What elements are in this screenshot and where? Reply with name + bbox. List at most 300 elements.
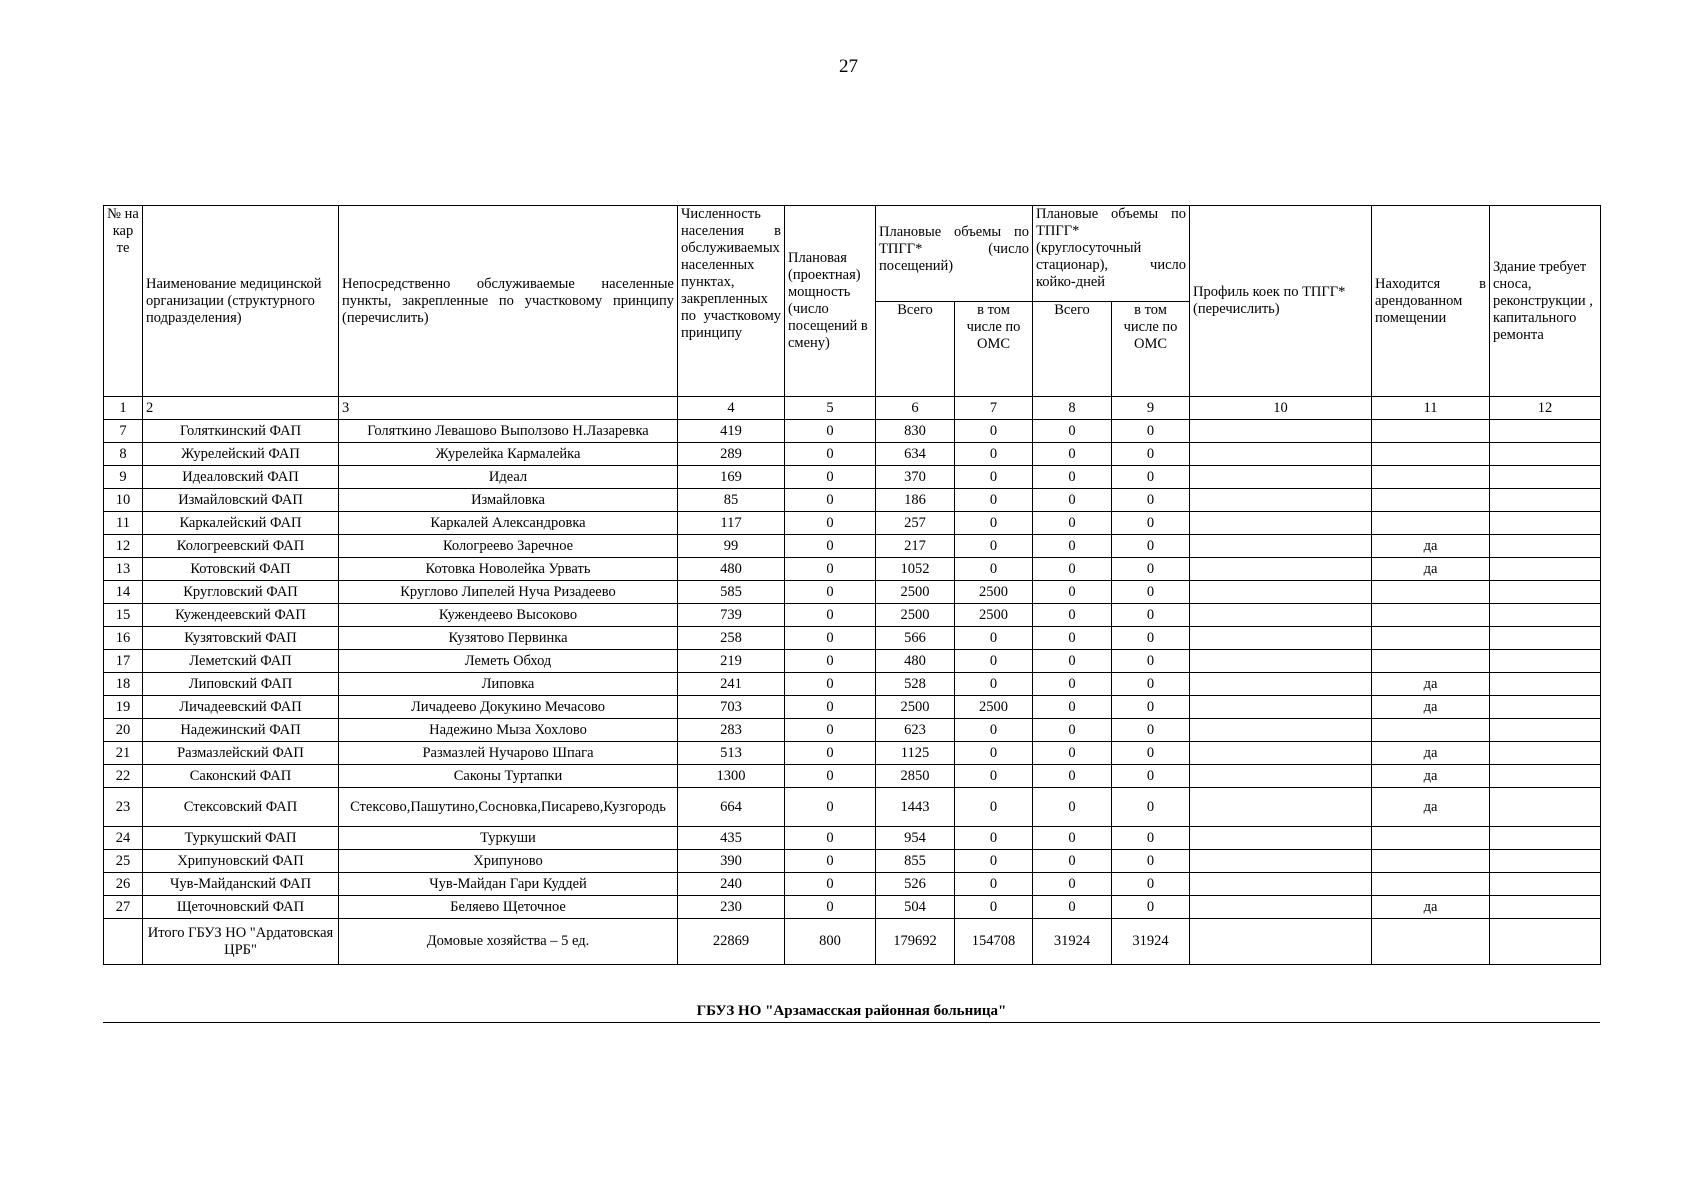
visits-total: 370	[876, 466, 955, 489]
visits-total: 528	[876, 673, 955, 696]
visits-total: 179692	[876, 919, 955, 965]
table-row	[104, 420, 1601, 443]
row-number: 25	[104, 850, 143, 873]
capacity: 0	[785, 581, 876, 604]
facility-name: Липовский ФАП	[143, 673, 339, 696]
rented-flag: да	[1372, 765, 1490, 788]
capacity: 0	[785, 443, 876, 466]
row-number: 20	[104, 719, 143, 742]
beddays-total: 0	[1033, 742, 1112, 765]
beddays-oms: 0	[1112, 604, 1190, 627]
bed-profile	[1190, 581, 1372, 604]
settlements: Голяткино Левашово Выползово Н.Лазаревка	[339, 420, 678, 443]
header-beddays-oms: в том числе по ОМС	[1112, 302, 1190, 397]
beddays-oms: 0	[1112, 466, 1190, 489]
row-number: 9	[104, 466, 143, 489]
header-inpatient: Плановые объемы по ТПГГ* (круглосуточный стационар), число койко-дней	[1033, 206, 1190, 302]
row-number: 22	[104, 765, 143, 788]
table-row	[104, 742, 1601, 765]
bed-profile	[1190, 827, 1372, 850]
colnum: 2	[143, 397, 339, 420]
demolition-flag	[1490, 512, 1601, 535]
capacity: 0	[785, 650, 876, 673]
beddays-oms: 0	[1112, 673, 1190, 696]
settlements: Саконы Туртапки	[339, 765, 678, 788]
beddays-oms: 0	[1112, 873, 1190, 896]
facility-name: Идеаловский ФАП	[143, 466, 339, 489]
visits-total: 217	[876, 535, 955, 558]
capacity: 0	[785, 604, 876, 627]
population: 219	[678, 650, 785, 673]
population: 480	[678, 558, 785, 581]
beddays-total: 0	[1033, 650, 1112, 673]
demolition-flag	[1490, 489, 1601, 512]
population: 169	[678, 466, 785, 489]
visits-oms: 0	[955, 420, 1033, 443]
row-number: 17	[104, 650, 143, 673]
capacity: 0	[785, 535, 876, 558]
header-bed-profile: Профиль коек по ТПГГ* (перечислить)	[1190, 206, 1372, 397]
visits-oms: 0	[955, 512, 1033, 535]
demolition-flag	[1490, 604, 1601, 627]
bed-profile	[1190, 850, 1372, 873]
visits-oms: 0	[955, 535, 1033, 558]
header-name: Наименование медицинской организации (структурного подразделения)	[143, 206, 339, 397]
visits-total: 1125	[876, 742, 955, 765]
visits-oms: 0	[955, 719, 1033, 742]
bed-profile	[1190, 919, 1372, 965]
capacity: 0	[785, 873, 876, 896]
facility-name: Итого ГБУЗ НО "Ардатовская ЦРБ"	[143, 919, 339, 965]
capacity: 0	[785, 765, 876, 788]
beddays-total: 0	[1033, 696, 1112, 719]
demolition-flag	[1490, 742, 1601, 765]
demolition-flag	[1490, 420, 1601, 443]
table-row	[104, 896, 1601, 919]
beddays-oms: 0	[1112, 827, 1190, 850]
row-number: 15	[104, 604, 143, 627]
capacity: 800	[785, 919, 876, 965]
visits-oms: 0	[955, 765, 1033, 788]
facility-name: Измайловский ФАП	[143, 489, 339, 512]
beddays-oms: 0	[1112, 765, 1190, 788]
demolition-flag	[1490, 765, 1601, 788]
total-row	[104, 919, 1601, 965]
header-capacity: Плановая (проектная) мощность (число посещений в смену)	[785, 206, 876, 397]
rented-flag: да	[1372, 696, 1490, 719]
facility-name: Туркушский ФАП	[143, 827, 339, 850]
population: 22869	[678, 919, 785, 965]
population: 258	[678, 627, 785, 650]
row-number: 26	[104, 873, 143, 896]
row-number	[104, 919, 143, 965]
rented-flag: да	[1372, 673, 1490, 696]
visits-total: 186	[876, 489, 955, 512]
bed-profile	[1190, 604, 1372, 627]
demolition-flag	[1490, 896, 1601, 919]
beddays-total: 0	[1033, 765, 1112, 788]
row-number: 19	[104, 696, 143, 719]
visits-total: 480	[876, 650, 955, 673]
rented-flag: да	[1372, 788, 1490, 827]
bed-profile	[1190, 512, 1372, 535]
rented-flag	[1372, 627, 1490, 650]
visits-oms: 0	[955, 827, 1033, 850]
bed-profile	[1190, 650, 1372, 673]
facility-name: Надежинский ФАП	[143, 719, 339, 742]
row-number: 24	[104, 827, 143, 850]
settlements: Размазлей Нучарово Шпага	[339, 742, 678, 765]
demolition-flag	[1490, 443, 1601, 466]
settlements: Круглово Липелей Нуча Ризадеево	[339, 581, 678, 604]
rented-flag: да	[1372, 742, 1490, 765]
population: 85	[678, 489, 785, 512]
beddays-total: 0	[1033, 443, 1112, 466]
rented-flag: да	[1372, 558, 1490, 581]
colnum: 1	[104, 397, 143, 420]
capacity: 0	[785, 719, 876, 742]
population: 241	[678, 673, 785, 696]
rented-flag	[1372, 443, 1490, 466]
beddays-oms: 31924	[1112, 919, 1190, 965]
header-outpatient: Плановые объемы по ТПГГ* (число посещений)	[876, 206, 1033, 302]
facility-name: Голяткинский ФАП	[143, 420, 339, 443]
header-settlements: Непосредственно обслуживаемые населенные пункты, закрепленные по участковому принципу (перечислить)	[339, 206, 678, 397]
beddays-oms: 0	[1112, 489, 1190, 512]
population: 513	[678, 742, 785, 765]
column-numbers-row	[104, 397, 1601, 420]
population: 739	[678, 604, 785, 627]
capacity: 0	[785, 558, 876, 581]
table-row	[104, 873, 1601, 896]
bed-profile	[1190, 896, 1372, 919]
colnum: 9	[1112, 397, 1190, 420]
row-number: 13	[104, 558, 143, 581]
visits-total: 634	[876, 443, 955, 466]
rented-flag	[1372, 919, 1490, 965]
facility-name: Кологреевский ФАП	[143, 535, 339, 558]
population: 289	[678, 443, 785, 466]
table-row	[104, 558, 1601, 581]
row-number: 18	[104, 673, 143, 696]
beddays-total: 0	[1033, 558, 1112, 581]
population: 419	[678, 420, 785, 443]
visits-oms: 0	[955, 742, 1033, 765]
visits-oms: 0	[955, 673, 1033, 696]
row-number: 23	[104, 788, 143, 827]
row-number: 12	[104, 535, 143, 558]
settlements: Кужендеево Высоково	[339, 604, 678, 627]
visits-total: 855	[876, 850, 955, 873]
visits-oms: 2500	[955, 604, 1033, 627]
facility-name: Кужендеевский ФАП	[143, 604, 339, 627]
facilities-table	[103, 205, 1601, 965]
rented-flag	[1372, 604, 1490, 627]
capacity: 0	[785, 896, 876, 919]
colnum: 7	[955, 397, 1033, 420]
visits-total: 566	[876, 627, 955, 650]
facility-name: Личадеевский ФАП	[143, 696, 339, 719]
population: 664	[678, 788, 785, 827]
settlements: Хрипуново	[339, 850, 678, 873]
capacity: 0	[785, 850, 876, 873]
demolition-flag	[1490, 696, 1601, 719]
beddays-total: 0	[1033, 535, 1112, 558]
settlements: Липовка	[339, 673, 678, 696]
table-row	[104, 827, 1601, 850]
visits-oms: 0	[955, 788, 1033, 827]
facility-name: Кузятовский ФАП	[143, 627, 339, 650]
visits-total: 2500	[876, 604, 955, 627]
visits-total: 2850	[876, 765, 955, 788]
demolition-flag	[1490, 919, 1601, 965]
table-row	[104, 696, 1601, 719]
rented-flag: да	[1372, 896, 1490, 919]
population: 390	[678, 850, 785, 873]
table-row	[104, 581, 1601, 604]
demolition-flag	[1490, 466, 1601, 489]
row-number: 8	[104, 443, 143, 466]
population: 283	[678, 719, 785, 742]
rented-flag	[1372, 850, 1490, 873]
beddays-total: 0	[1033, 896, 1112, 919]
facility-name: Стексовский ФАП	[143, 788, 339, 827]
bed-profile	[1190, 627, 1372, 650]
capacity: 0	[785, 512, 876, 535]
table-row	[104, 673, 1601, 696]
facility-name: Саконский ФАП	[143, 765, 339, 788]
settlements: Каркалей Александровка	[339, 512, 678, 535]
settlements: Кузятово Первинка	[339, 627, 678, 650]
facility-name: Леметский ФАП	[143, 650, 339, 673]
visits-oms: 0	[955, 627, 1033, 650]
visits-total: 526	[876, 873, 955, 896]
beddays-total: 0	[1033, 827, 1112, 850]
header-visits-total: Всего	[876, 302, 955, 397]
capacity: 0	[785, 827, 876, 850]
page-number: 27	[839, 56, 858, 77]
table-row	[104, 650, 1601, 673]
bed-profile	[1190, 466, 1372, 489]
visits-oms: 0	[955, 558, 1033, 581]
population: 1300	[678, 765, 785, 788]
visits-total: 1443	[876, 788, 955, 827]
beddays-total: 0	[1033, 466, 1112, 489]
beddays-total: 0	[1033, 581, 1112, 604]
facility-name: Котовский ФАП	[143, 558, 339, 581]
row-number: 21	[104, 742, 143, 765]
next-section-title: ГБУЗ НО "Арзамасская районная больница"	[696, 1003, 1007, 1019]
population: 703	[678, 696, 785, 719]
capacity: 0	[785, 627, 876, 650]
colnum: 4	[678, 397, 785, 420]
table-row	[104, 443, 1601, 466]
rented-flag: да	[1372, 535, 1490, 558]
facility-name: Журелейский ФАП	[143, 443, 339, 466]
settlements: Надежино Мыза Хохлово	[339, 719, 678, 742]
capacity: 0	[785, 673, 876, 696]
visits-oms: 2500	[955, 696, 1033, 719]
rented-flag	[1372, 827, 1490, 850]
beddays-total: 0	[1033, 512, 1112, 535]
demolition-flag	[1490, 535, 1601, 558]
capacity: 0	[785, 788, 876, 827]
bed-profile	[1190, 788, 1372, 827]
settlements: Домовые хозяйства – 5 ед.	[339, 919, 678, 965]
capacity: 0	[785, 696, 876, 719]
beddays-oms: 0	[1112, 650, 1190, 673]
visits-oms: 0	[955, 850, 1033, 873]
facility-name: Хрипуновский ФАП	[143, 850, 339, 873]
colnum: 6	[876, 397, 955, 420]
table-row	[104, 512, 1601, 535]
demolition-flag	[1490, 581, 1601, 604]
settlements: Котовка Новолейка Урвать	[339, 558, 678, 581]
table-row	[104, 788, 1601, 827]
section-divider	[103, 1022, 1600, 1023]
rented-flag	[1372, 581, 1490, 604]
facility-name: Кругловский ФАП	[143, 581, 339, 604]
facility-name: Чув-Майданский ФАП	[143, 873, 339, 896]
rented-flag	[1372, 420, 1490, 443]
population: 240	[678, 873, 785, 896]
bed-profile	[1190, 558, 1372, 581]
header-demolition: Здание требует сноса, реконструкции , капитального ремонта	[1490, 206, 1601, 397]
demolition-flag	[1490, 650, 1601, 673]
beddays-oms: 0	[1112, 896, 1190, 919]
settlements: Журелейка Кармалейка	[339, 443, 678, 466]
beddays-oms: 0	[1112, 535, 1190, 558]
facility-name: Каркалейский ФАП	[143, 512, 339, 535]
visits-total: 2500	[876, 696, 955, 719]
beddays-oms: 0	[1112, 627, 1190, 650]
visits-oms: 0	[955, 489, 1033, 512]
rented-flag	[1372, 489, 1490, 512]
colnum: 8	[1033, 397, 1112, 420]
demolition-flag	[1490, 873, 1601, 896]
settlements: Туркуши	[339, 827, 678, 850]
population: 99	[678, 535, 785, 558]
beddays-total: 0	[1033, 850, 1112, 873]
bed-profile	[1190, 673, 1372, 696]
visits-oms: 0	[955, 873, 1033, 896]
visits-oms: 0	[955, 443, 1033, 466]
beddays-total: 0	[1033, 420, 1112, 443]
rented-flag	[1372, 719, 1490, 742]
table-row	[104, 535, 1601, 558]
settlements: Леметь Обход	[339, 650, 678, 673]
beddays-oms: 0	[1112, 512, 1190, 535]
settlements: Чув-Майдан Гари Куддей	[339, 873, 678, 896]
population: 585	[678, 581, 785, 604]
visits-total: 954	[876, 827, 955, 850]
settlements: Идеал	[339, 466, 678, 489]
visits-total: 257	[876, 512, 955, 535]
bed-profile	[1190, 443, 1372, 466]
population: 435	[678, 827, 785, 850]
demolition-flag	[1490, 627, 1601, 650]
bed-profile	[1190, 719, 1372, 742]
row-number: 14	[104, 581, 143, 604]
capacity: 0	[785, 489, 876, 512]
visits-total: 623	[876, 719, 955, 742]
capacity: 0	[785, 466, 876, 489]
table-row	[104, 466, 1601, 489]
capacity: 0	[785, 742, 876, 765]
settlements: Измайловка	[339, 489, 678, 512]
beddays-oms: 0	[1112, 719, 1190, 742]
bed-profile	[1190, 765, 1372, 788]
colnum: 12	[1490, 397, 1601, 420]
visits-total: 1052	[876, 558, 955, 581]
header-no: № на кар те	[104, 206, 143, 397]
colnum: 3	[339, 397, 678, 420]
row-number: 10	[104, 489, 143, 512]
row-number: 11	[104, 512, 143, 535]
beddays-oms: 0	[1112, 581, 1190, 604]
colnum: 10	[1190, 397, 1372, 420]
demolition-flag	[1490, 719, 1601, 742]
settlements: Беляево Щеточное	[339, 896, 678, 919]
header-rented: Находится в арендованном помещении	[1372, 206, 1490, 397]
beddays-total: 0	[1033, 604, 1112, 627]
table-row	[104, 627, 1601, 650]
beddays-total: 0	[1033, 873, 1112, 896]
table-row	[104, 765, 1601, 788]
visits-total: 504	[876, 896, 955, 919]
settlements: Кологреево Заречное	[339, 535, 678, 558]
beddays-total: 31924	[1033, 919, 1112, 965]
rented-flag	[1372, 466, 1490, 489]
settlements: Стексово,Пашутино,Сосновка,Писарево,Кузгородь	[339, 788, 678, 827]
beddays-total: 0	[1033, 673, 1112, 696]
bed-profile	[1190, 696, 1372, 719]
row-number: 27	[104, 896, 143, 919]
header-population: Численность населения в обслуживаемых населенных пунктах, закрепленных по участковому принципу	[678, 206, 785, 397]
row-number: 16	[104, 627, 143, 650]
beddays-total: 0	[1033, 627, 1112, 650]
bed-profile	[1190, 873, 1372, 896]
beddays-total: 0	[1033, 788, 1112, 827]
population: 230	[678, 896, 785, 919]
header-visits-oms: в том числе по ОМС	[955, 302, 1033, 397]
visits-total: 830	[876, 420, 955, 443]
rented-flag	[1372, 512, 1490, 535]
table-row	[104, 850, 1601, 873]
beddays-oms: 0	[1112, 696, 1190, 719]
beddays-oms: 0	[1112, 558, 1190, 581]
visits-oms: 154708	[955, 919, 1033, 965]
bed-profile	[1190, 535, 1372, 558]
table-row	[104, 719, 1601, 742]
population: 117	[678, 512, 785, 535]
visits-oms: 0	[955, 896, 1033, 919]
beddays-total: 0	[1033, 719, 1112, 742]
bed-profile	[1190, 742, 1372, 765]
header-beddays-total: Всего	[1033, 302, 1112, 397]
colnum: 5	[785, 397, 876, 420]
demolition-flag	[1490, 788, 1601, 827]
beddays-oms: 0	[1112, 788, 1190, 827]
table-row	[104, 604, 1601, 627]
rented-flag	[1372, 873, 1490, 896]
beddays-oms: 0	[1112, 443, 1190, 466]
facility-name: Щеточновский ФАП	[143, 896, 339, 919]
bed-profile	[1190, 489, 1372, 512]
demolition-flag	[1490, 827, 1601, 850]
visits-oms: 0	[955, 650, 1033, 673]
visits-oms: 2500	[955, 581, 1033, 604]
